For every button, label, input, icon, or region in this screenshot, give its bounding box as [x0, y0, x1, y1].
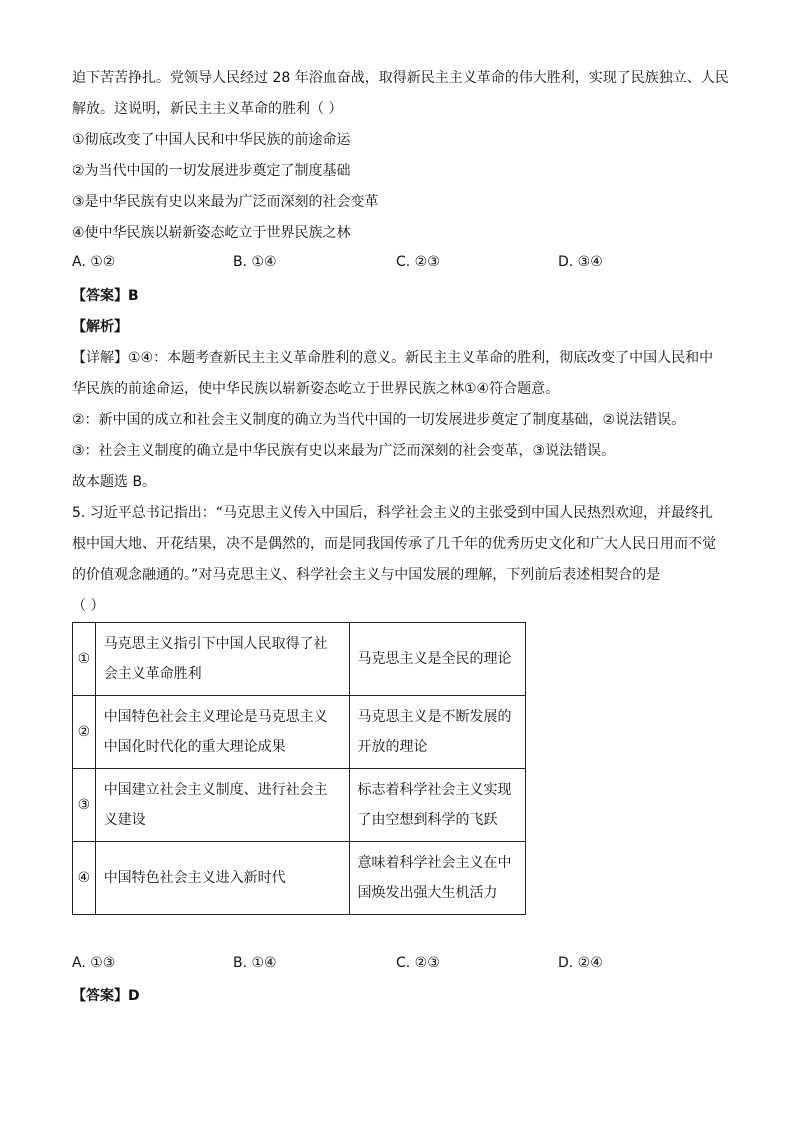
q4-option-d: D. ③④	[558, 254, 603, 270]
q4-analysis-line-4: ③：社会主义制度的确立是中华民族有史以来最为广泛而深刻的社会变革，③说法错误。	[72, 443, 616, 459]
table-row-number: ④	[73, 842, 96, 915]
cell-line: 国焕发出强大生机活力	[357, 885, 498, 901]
table-row	[73, 623, 526, 696]
q4-answer: 【答案】B	[72, 288, 139, 304]
q5-option-b: B. ①④	[233, 955, 277, 971]
cell-line: 标志着科学社会主义实现	[357, 782, 512, 798]
q4-analysis-line-2: 华民族的前途命运，使中华民族以崭新姿态屹立于世界民族之林①④符合题意。	[72, 381, 560, 397]
table-row-number: ②	[73, 696, 96, 769]
cell-line: 马克思主义是全民的理论	[357, 651, 512, 667]
cell-line: 中国建立社会主义制度、进行社会主	[103, 782, 328, 798]
table-cell-premise	[95, 769, 349, 842]
q5-answer: 【答案】D	[72, 988, 140, 1004]
q5-option-d: D. ②④	[558, 955, 603, 971]
q4-analysis-label: 【解析】	[72, 319, 128, 335]
table-row	[73, 696, 526, 769]
q5-stem-line-2: 根中国大地、开花结果，决不是偶然的，而是同我国传承了几千年的优秀历史文化和广大人民日用而不觉	[72, 536, 716, 552]
table-cell-conclusion	[349, 623, 525, 696]
q5-stem-line-1: 5. 习近平总书记指出：“马克思主义传入中国后，科学社会主义的主张受到中国人民热烈欢迎，并最终扎	[72, 505, 714, 521]
q4-options	[72, 254, 732, 274]
table-cell-premise	[95, 623, 349, 696]
table-row-number: ①	[73, 623, 96, 696]
q4-statement-2: ②为当代中国的一切发展进步奠定了制度基础	[72, 163, 351, 179]
q5-comparison-table	[72, 622, 526, 915]
q5-options	[72, 955, 732, 975]
cell-line: 义建设	[103, 812, 146, 828]
q4-statement-4: ④使中华民族以崭新姿态屹立于世界民族之林	[72, 225, 351, 241]
q5-stem-line-3: 的价值观念融通的。”对马克思主义、科学社会主义与中国发展的理解，下列前后表述相契合的是	[72, 567, 661, 583]
table-cell-conclusion	[349, 696, 525, 769]
q4-option-c: C. ②③	[396, 254, 440, 270]
table-cell-premise	[95, 696, 349, 769]
cell-line: 开放的理论	[357, 739, 428, 755]
cell-line: 马克思主义是不断发展的	[357, 709, 512, 725]
q5-option-a: A. ①③	[72, 955, 116, 971]
q4-analysis-line-3: ②：新中国的成立和社会主义制度的确立为当代中国的一切发展进步奠定了制度基础，②说法错误。	[72, 412, 686, 428]
q4-analysis-line-1: 【详解】①④：本题考查新民主主义革命胜利的意义。新民主主义革命的胜利，彻底改变了中国人民和中	[72, 350, 714, 366]
q5-stem-line-4: （ ）	[72, 598, 105, 614]
q4-statement-3: ③是中华民族有史以来最为广泛而深刻的社会变革	[72, 194, 379, 210]
table-row	[73, 842, 526, 915]
cell-line: 中国特色社会主义进入新时代	[103, 870, 286, 886]
table-cell-premise	[95, 842, 349, 915]
cell-line: 了由空想到科学的飞跃	[357, 812, 498, 828]
cell-line: 中国化时代化的重大理论成果	[103, 739, 286, 755]
cell-line: 中国特色社会主义理论是马克思主义	[103, 709, 328, 725]
cell-line: 会主义革命胜利	[103, 666, 202, 682]
q4-stem-line-1: 迫下苦苦挣扎。党领导人民经过 28 年浴血奋战，取得新民主主义革命的伟大胜利，实现了民族独立、人民	[72, 70, 729, 86]
q4-stem-line-2: 解放。这说明，新民主主义革命的胜利（ ）	[72, 101, 343, 117]
q4-option-a: A. ①②	[72, 254, 116, 270]
table-row	[73, 769, 526, 842]
table-cell-conclusion	[349, 769, 525, 842]
cell-line: 马克思主义指引下中国人民取得了社	[103, 636, 328, 652]
table-cell-conclusion	[349, 842, 525, 915]
q4-analysis-line-5: 故本题选 B。	[72, 474, 157, 490]
table-row-number: ③	[73, 769, 96, 842]
q4-option-b: B. ①④	[233, 254, 277, 270]
q5-option-c: C. ②③	[396, 955, 440, 971]
q4-statement-1: ①彻底改变了中国人民和中华民族的前途命运	[72, 132, 351, 148]
cell-line: 意味着科学社会主义在中	[357, 855, 512, 871]
